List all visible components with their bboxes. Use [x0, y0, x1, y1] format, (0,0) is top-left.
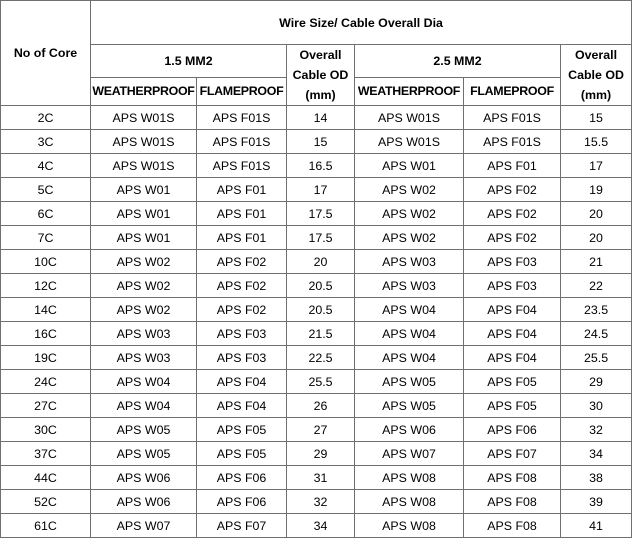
weatherproof-2-5mm2-cell: APS W02 [355, 202, 464, 226]
flameproof-2-5mm2-cell: APS F08 [464, 466, 561, 490]
weatherproof-2-5mm2-cell: APS W06 [355, 418, 464, 442]
flameproof-1-5mm2-cell: APS F01S [197, 130, 287, 154]
flameproof-1-5mm2-cell: APS F07 [197, 514, 287, 538]
overall-od-1-5mm2-cell: 15 [287, 130, 355, 154]
overall-od-line3: (mm) [580, 88, 612, 102]
flameproof-2-5mm2-cell: APS F02 [464, 202, 561, 226]
flameproof-1-5mm2-cell: APS F01 [197, 178, 287, 202]
flameproof-2-5mm2-cell: APS F02 [464, 178, 561, 202]
overall-od-2-5mm2-cell: 38 [561, 466, 632, 490]
flameproof-2-5mm2-cell: APS F04 [464, 322, 561, 346]
overall-od-2-5mm2-cell: 41 [561, 514, 632, 538]
core-count-cell: 37C [1, 442, 91, 466]
overall-od-1-5mm2-cell: 17 [287, 178, 355, 202]
flameproof-1-5mm2-cell: APS F05 [197, 418, 287, 442]
weatherproof-2-5mm2-cell: APS W08 [355, 490, 464, 514]
table-row [1, 394, 632, 418]
flameproof-2-5mm2-cell: APS F02 [464, 226, 561, 250]
overall-od-2-5mm2-cell: 21 [561, 250, 632, 274]
weatherproof-1-5mm2-cell: APS W01S [91, 130, 197, 154]
table-row [1, 130, 632, 154]
flameproof-2-5mm2-cell: APS F04 [464, 346, 561, 370]
weatherproof-1-5mm2-cell: APS W04 [91, 370, 197, 394]
weatherproof-2-5mm2-cell: APS W07 [355, 442, 464, 466]
core-count-cell: 2C [1, 106, 91, 130]
weatherproof-2-5mm2-cell: APS W04 [355, 298, 464, 322]
core-count-cell: 44C [1, 466, 91, 490]
overall-od-2-5mm2-cell: 22 [561, 274, 632, 298]
weatherproof-1-5mm2-cell: APS W07 [91, 514, 197, 538]
weatherproof-1-5mm2-cell: APS W03 [91, 322, 197, 346]
no-of-core-header: No of Core [1, 1, 91, 106]
weatherproof-2-5mm2-cell: APS W02 [355, 178, 464, 202]
overall-od-1-5mm2-cell: 32 [287, 490, 355, 514]
weatherproof-1-5mm2-cell: APS W01 [91, 226, 197, 250]
weatherproof-1-5mm2-cell: APS W01S [91, 106, 197, 130]
flameproof-1-5mm2-cell: APS F06 [197, 466, 287, 490]
overall-od-2-5mm2-cell: 20 [561, 202, 632, 226]
overall-od-1-5mm2-cell: 22.5 [287, 346, 355, 370]
weatherproof-2-5mm2-cell: APS W04 [355, 322, 464, 346]
overall-od-1-5mm2-cell: 16.5 [287, 154, 355, 178]
flameproof-2-5mm2-cell: APS F08 [464, 490, 561, 514]
weatherproof-1-5mm2-cell: APS W02 [91, 298, 197, 322]
flameproof-1-5mm2-cell: APS F02 [197, 250, 287, 274]
overall-od-1-5mm2-cell: 20.5 [287, 298, 355, 322]
core-count-cell: 12C [1, 274, 91, 298]
overall-od-2-5mm2-cell: 24.5 [561, 322, 632, 346]
table-row [1, 298, 632, 322]
weatherproof-1-5mm2-cell: APS W06 [91, 466, 197, 490]
overall-od-header-1-5mm2 [287, 45, 355, 106]
overall-od-1-5mm2-cell: 17.5 [287, 202, 355, 226]
overall-od-2-5mm2-cell: 25.5 [561, 346, 632, 370]
flameproof-header-1-5mm2: FLAMEPROOF [197, 77, 287, 105]
core-count-cell: 14C [1, 298, 91, 322]
overall-od-2-5mm2-cell: 34 [561, 442, 632, 466]
core-count-cell: 4C [1, 154, 91, 178]
weatherproof-1-5mm2-cell: APS W05 [91, 418, 197, 442]
flameproof-2-5mm2-cell: APS F08 [464, 514, 561, 538]
overall-od-line1: Overall [575, 48, 618, 62]
core-count-cell: 52C [1, 490, 91, 514]
table-row [1, 370, 632, 394]
table-row [1, 466, 632, 490]
weatherproof-1-5mm2-cell: APS W05 [91, 442, 197, 466]
flameproof-1-5mm2-cell: APS F05 [197, 442, 287, 466]
weatherproof-2-5mm2-cell: APS W03 [355, 274, 464, 298]
flameproof-2-5mm2-cell: APS F04 [464, 298, 561, 322]
core-count-cell: 27C [1, 394, 91, 418]
flameproof-2-5mm2-cell: APS F01 [464, 154, 561, 178]
flameproof-2-5mm2-cell: APS F06 [464, 418, 561, 442]
overall-od-line3: (mm) [305, 88, 336, 102]
overall-od-1-5mm2-cell: 26 [287, 394, 355, 418]
weatherproof-2-5mm2-cell: APS W02 [355, 226, 464, 250]
flameproof-1-5mm2-cell: APS F01S [197, 106, 287, 130]
weatherproof-1-5mm2-cell: APS W01S [91, 154, 197, 178]
overall-od-header-2-5mm2 [561, 45, 632, 106]
flameproof-1-5mm2-cell: APS F01S [197, 154, 287, 178]
flameproof-1-5mm2-cell: APS F04 [197, 370, 287, 394]
overall-od-2-5mm2-cell: 29 [561, 370, 632, 394]
table-row [1, 106, 632, 130]
weatherproof-2-5mm2-cell: APS W01 [355, 154, 464, 178]
core-count-cell: 24C [1, 370, 91, 394]
weatherproof-2-5mm2-cell: APS W05 [355, 394, 464, 418]
overall-od-2-5mm2-cell: 23.5 [561, 298, 632, 322]
flameproof-2-5mm2-cell: APS F03 [464, 250, 561, 274]
table-row [1, 178, 632, 202]
flameproof-2-5mm2-cell: APS F03 [464, 274, 561, 298]
table-row [1, 226, 632, 250]
table-row [1, 490, 632, 514]
flameproof-2-5mm2-cell: APS F05 [464, 370, 561, 394]
flameproof-2-5mm2-cell: APS F05 [464, 394, 561, 418]
overall-od-line2: Cable OD [568, 68, 624, 82]
flameproof-1-5mm2-cell: APS F04 [197, 394, 287, 418]
flameproof-2-5mm2-cell: APS F01S [464, 106, 561, 130]
weatherproof-1-5mm2-cell: APS W01 [91, 178, 197, 202]
flameproof-1-5mm2-cell: APS F02 [197, 274, 287, 298]
weatherproof-2-5mm2-cell: APS W01S [355, 106, 464, 130]
flameproof-1-5mm2-cell: APS F01 [197, 202, 287, 226]
weatherproof-1-5mm2-cell: APS W04 [91, 394, 197, 418]
table-row [1, 274, 632, 298]
weatherproof-2-5mm2-cell: APS W08 [355, 466, 464, 490]
overall-od-1-5mm2-cell: 29 [287, 442, 355, 466]
table-row [1, 514, 632, 538]
overall-od-2-5mm2-cell: 17 [561, 154, 632, 178]
flameproof-1-5mm2-cell: APS F01 [197, 226, 287, 250]
table-title: Wire Size/ Cable Overall Dia [91, 1, 632, 45]
weatherproof-2-5mm2-cell: APS W04 [355, 346, 464, 370]
core-count-cell: 3C [1, 130, 91, 154]
overall-od-2-5mm2-cell: 15 [561, 106, 632, 130]
overall-od-1-5mm2-cell: 34 [287, 514, 355, 538]
overall-od-2-5mm2-cell: 30 [561, 394, 632, 418]
overall-od-1-5mm2-cell: 31 [287, 466, 355, 490]
flameproof-1-5mm2-cell: APS F03 [197, 322, 287, 346]
flameproof-header-2-5mm2: FLAMEPROOF [464, 77, 561, 105]
overall-od-2-5mm2-cell: 32 [561, 418, 632, 442]
weatherproof-2-5mm2-cell: APS W05 [355, 370, 464, 394]
table-row [1, 250, 632, 274]
table-row [1, 202, 632, 226]
weatherproof-header-1-5mm2: WEATHERPROOF [91, 77, 197, 105]
table-row [1, 154, 632, 178]
title-row [1, 1, 632, 45]
overall-od-1-5mm2-cell: 21.5 [287, 322, 355, 346]
flameproof-1-5mm2-cell: APS F06 [197, 490, 287, 514]
group-header-1-5mm2: 1.5 MM2 [91, 45, 287, 78]
weatherproof-1-5mm2-cell: APS W06 [91, 490, 197, 514]
table-row [1, 346, 632, 370]
flameproof-1-5mm2-cell: APS F03 [197, 346, 287, 370]
overall-od-1-5mm2-cell: 25.5 [287, 370, 355, 394]
core-count-cell: 5C [1, 178, 91, 202]
flameproof-2-5mm2-cell: APS F01S [464, 130, 561, 154]
overall-od-2-5mm2-cell: 19 [561, 178, 632, 202]
overall-od-2-5mm2-cell: 20 [561, 226, 632, 250]
core-count-cell: 16C [1, 322, 91, 346]
overall-od-1-5mm2-cell: 27 [287, 418, 355, 442]
core-count-cell: 6C [1, 202, 91, 226]
table-row [1, 442, 632, 466]
table-row [1, 418, 632, 442]
group-header-2-5mm2: 2.5 MM2 [355, 45, 561, 78]
weatherproof-2-5mm2-cell: APS W03 [355, 250, 464, 274]
overall-od-line2: Cable OD [292, 68, 349, 82]
weatherproof-1-5mm2-cell: APS W01 [91, 202, 197, 226]
overall-od-2-5mm2-cell: 15.5 [561, 130, 632, 154]
overall-od-1-5mm2-cell: 17.5 [287, 226, 355, 250]
overall-od-2-5mm2-cell: 39 [561, 490, 632, 514]
weatherproof-1-5mm2-cell: APS W02 [91, 274, 197, 298]
table-body [1, 106, 632, 538]
core-count-cell: 7C [1, 226, 91, 250]
table-row [1, 322, 632, 346]
core-count-cell: 30C [1, 418, 91, 442]
weatherproof-1-5mm2-cell: APS W03 [91, 346, 197, 370]
overall-od-line1: Overall [299, 48, 342, 62]
weatherproof-2-5mm2-cell: APS W01S [355, 130, 464, 154]
weatherproof-2-5mm2-cell: APS W08 [355, 514, 464, 538]
weatherproof-header-2-5mm2: WEATHERPROOF [355, 77, 464, 105]
flameproof-2-5mm2-cell: APS F07 [464, 442, 561, 466]
core-count-cell: 19C [1, 346, 91, 370]
group-header-row [1, 45, 632, 78]
core-count-cell: 61C [1, 514, 91, 538]
weatherproof-1-5mm2-cell: APS W02 [91, 250, 197, 274]
overall-od-1-5mm2-cell: 20 [287, 250, 355, 274]
overall-od-1-5mm2-cell: 14 [287, 106, 355, 130]
core-count-cell: 10C [1, 250, 91, 274]
flameproof-1-5mm2-cell: APS F02 [197, 298, 287, 322]
overall-od-1-5mm2-cell: 20.5 [287, 274, 355, 298]
